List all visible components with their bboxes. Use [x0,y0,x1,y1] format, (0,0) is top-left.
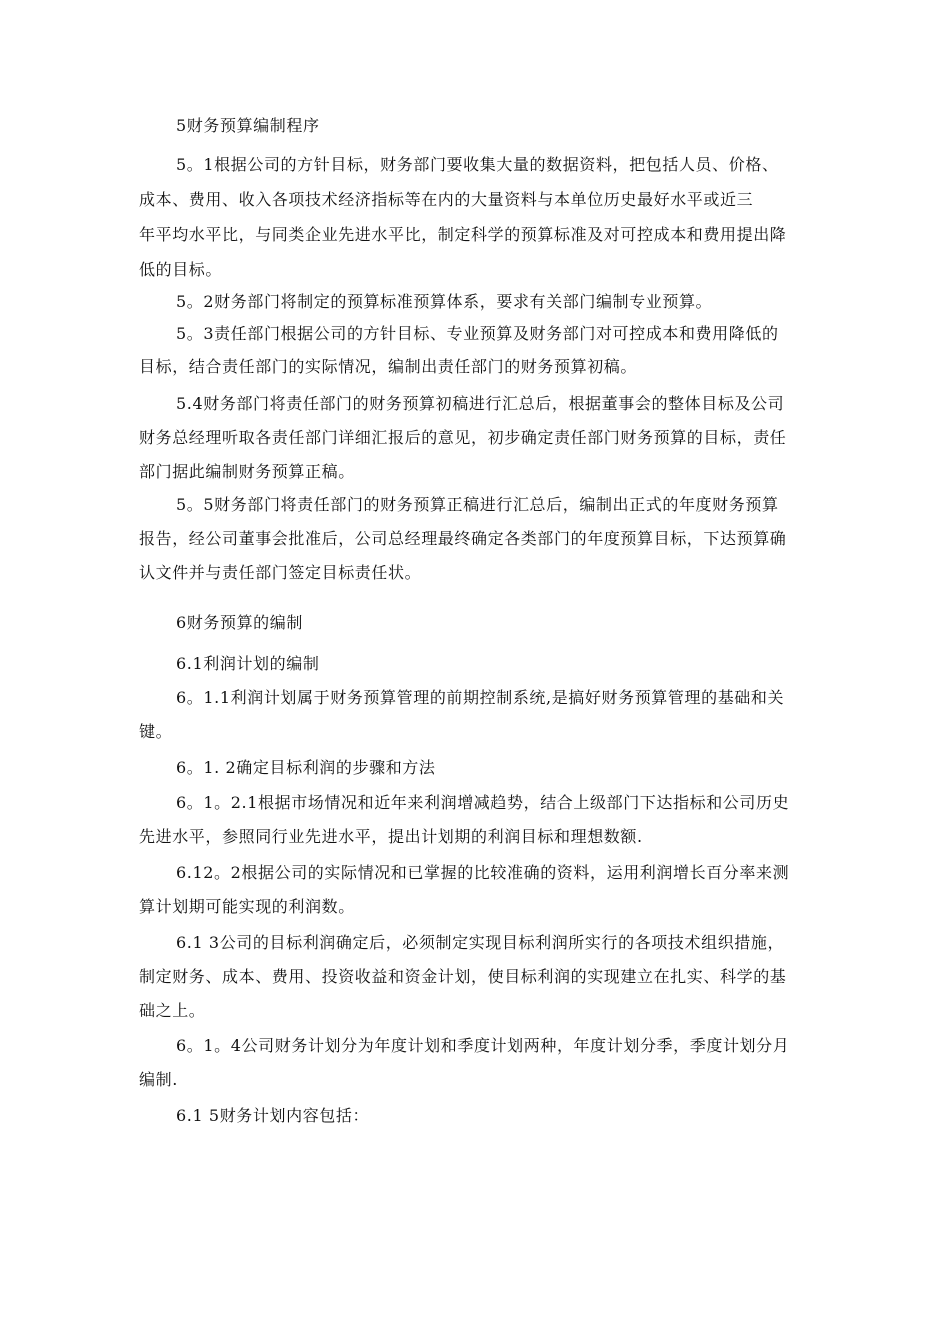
paragraph-5-5-line-2: 报告，经公司董事会批准后，公司总经理最终确定各类部门的年度预算目标，下达预算确 [139,529,787,548]
paragraph-6-1-1-line-2: 键。 [139,722,173,741]
paragraph-6-1-2: 6。1. 2确定目标利润的步骤和方法 [176,758,436,777]
paragraph-5-4-line-2: 财务总经理听取各责任部门详细汇报后的意见，初步确定责任部门财务预算的目标，责任 [139,428,787,447]
subsection-6-1-heading: 6.1利润计划的编制 [176,654,320,673]
paragraph-6-1-3-line-1: 6.1 3公司的目标利润确定后，必须制定实现目标利润所实行的各项技术组织措施， [176,933,785,952]
paragraph-6-1-3-line-3: 础之上。 [139,1001,206,1020]
paragraph-5-4-line-3: 部门据此编制财务预算正稿。 [139,462,355,481]
paragraph-5-1-line-1: 5。1根据公司的方针目标，财务部门要收集大量的数据资料，把包括人员、价格、 [176,155,779,174]
paragraph-6-1-2-1-line-1: 6。1。2.1根据市场情况和近年来利润增减趋势，结合上级部门下达指标和公司历史 [176,793,790,812]
paragraph-5-1-line-2: 成本、费用、收入各项技术经济指标等在内的大量资料与本单位历史最好水平或近三 [139,190,754,209]
paragraph-5-5-line-3: 认文件并与责任部门签定目标责任状。 [139,563,422,582]
paragraph-6-1-4-line-1: 6。1。4公司财务计划分为年度计划和季度计划两种，年度计划分季，季度计划分月 [176,1036,790,1055]
paragraph-5-3-line-1: 5。3责任部门根据公司的方针目标、专业预算及财务部门对可控成本和费用降低的 [176,324,779,343]
paragraph-5-2-line-1: 5。2财务部门将制定的预算标准预算体系，要求有关部门编制专业预算。 [176,292,713,311]
section-6-heading: 6财务预算的编制 [176,613,303,632]
paragraph-6-1-1-line-1: 6。1.1利润计划属于财务预算管理的前期控制系统,是搞好财务预算管理的基础和关 [176,688,785,707]
paragraph-5-1-line-3: 年平均水平比，与同类企业先进水平比，制定科学的预算标准及对可控成本和费用提出降 [139,225,787,244]
paragraph-6-1-2-2-line-2: 算计划期可能实现的利润数。 [139,897,355,916]
paragraph-5-1-line-4: 低的目标。 [139,260,223,279]
paragraph-6-1-4-line-2: 编制. [139,1070,178,1089]
paragraph-5-5-line-1: 5。5财务部门将责任部门的财务预算正稿进行汇总后，编制出正式的年度财务预算 [176,495,779,514]
paragraph-6-1-2-2-line-1: 6.12。2根据公司的实际情况和已掌握的比较准确的资料，运用利润增长百分率来测 [176,863,790,882]
paragraph-6-1-3-line-2: 制定财务、成本、费用、投资收益和资金计划，使目标利润的实现建立在扎实、科学的基 [139,967,787,986]
section-5-heading: 5财务预算编制程序 [176,116,320,135]
paragraph-5-4-line-1: 5.4财务部门将责任部门的财务预算初稿进行汇总后，根据董事会的整体目标及公司 [176,394,785,413]
paragraph-6-1-5: 6.1 5财务计划内容包括： [176,1106,370,1125]
paragraph-6-1-2-1-line-2: 先进水平，参照同行业先进水平，提出计划期的利润目标和理想数额. [139,827,643,846]
paragraph-5-3-line-2: 目标，结合责任部门的实际情况，编制出责任部门的财务预算初稿。 [139,357,638,376]
